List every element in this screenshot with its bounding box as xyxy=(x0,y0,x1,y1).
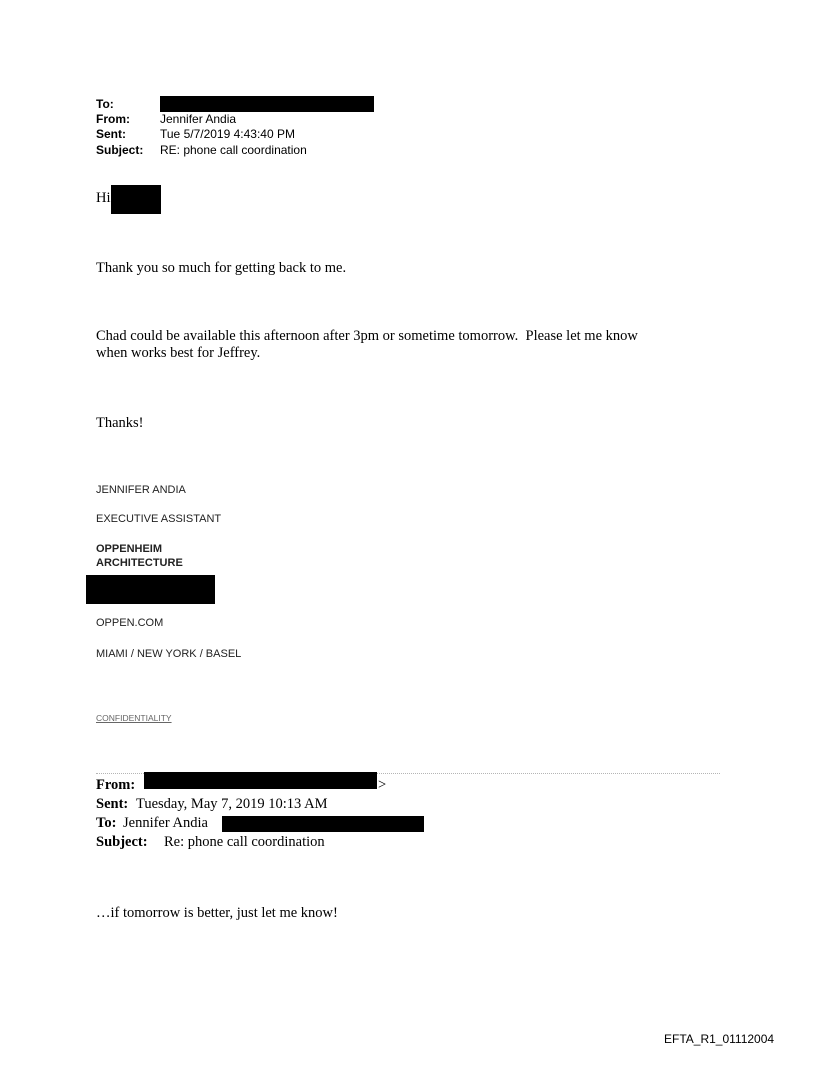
body-paragraph-1: Thank you so much for getting back to me. xyxy=(96,260,347,276)
redacted-quoted-sender xyxy=(144,772,377,789)
sent-value: Tue 5/7/2019 4:43:40 PM xyxy=(160,127,295,141)
closing: Thanks! xyxy=(96,415,144,431)
signature-cities: MIAMI / NEW YORK / BASEL xyxy=(96,648,242,660)
quoted-to-value: Jennifer Andia xyxy=(123,815,208,831)
quoted-subject-value: Re: phone call coordination xyxy=(164,834,325,850)
signature-company-line-1: OPPENHEIM xyxy=(96,543,163,555)
body-paragraph-2-line-1: Chad could be available this afternoon after 3pm or sometime tomorrow. Please let me know xyxy=(96,328,638,344)
quoted-from-label: From: xyxy=(96,777,136,793)
from-label: From: xyxy=(96,112,130,126)
confidentiality-link[interactable]: CONFIDENTIALITY xyxy=(96,713,172,723)
quoted-sent-value: Tuesday, May 7, 2019 10:13 AM xyxy=(136,796,328,812)
signature-name: JENNIFER ANDIA xyxy=(96,484,186,496)
redacted-quoted-recipient xyxy=(222,816,424,832)
quoted-to-label: To: xyxy=(96,815,117,831)
subject-value: RE: phone call coordination xyxy=(160,143,307,157)
subject-label: Subject: xyxy=(96,143,144,157)
quoted-sent-label: Sent: xyxy=(96,796,129,812)
greeting: Hi xyxy=(96,190,111,206)
quoted-subject-label: Subject: xyxy=(96,834,148,850)
from-value: Jennifer Andia xyxy=(160,112,237,126)
sent-label: Sent: xyxy=(96,127,126,141)
redacted-contact xyxy=(86,575,215,604)
quoted-from-tail: > xyxy=(378,777,387,793)
signature-website[interactable]: OPPEN.COM xyxy=(96,617,164,629)
document-id: EFTA_R1_01112004 xyxy=(664,1032,775,1046)
to-label: To: xyxy=(96,97,114,111)
redacted-recipient xyxy=(160,96,374,112)
body-paragraph-2-line-2: when works best for Jeffrey. xyxy=(96,345,261,361)
signature-title: EXECUTIVE ASSISTANT xyxy=(96,513,222,525)
redacted-greeting-name xyxy=(111,185,161,214)
quoted-message: …if tomorrow is better, just let me know! xyxy=(96,905,338,921)
signature-company-line-2: ARCHITECTURE xyxy=(96,557,183,569)
